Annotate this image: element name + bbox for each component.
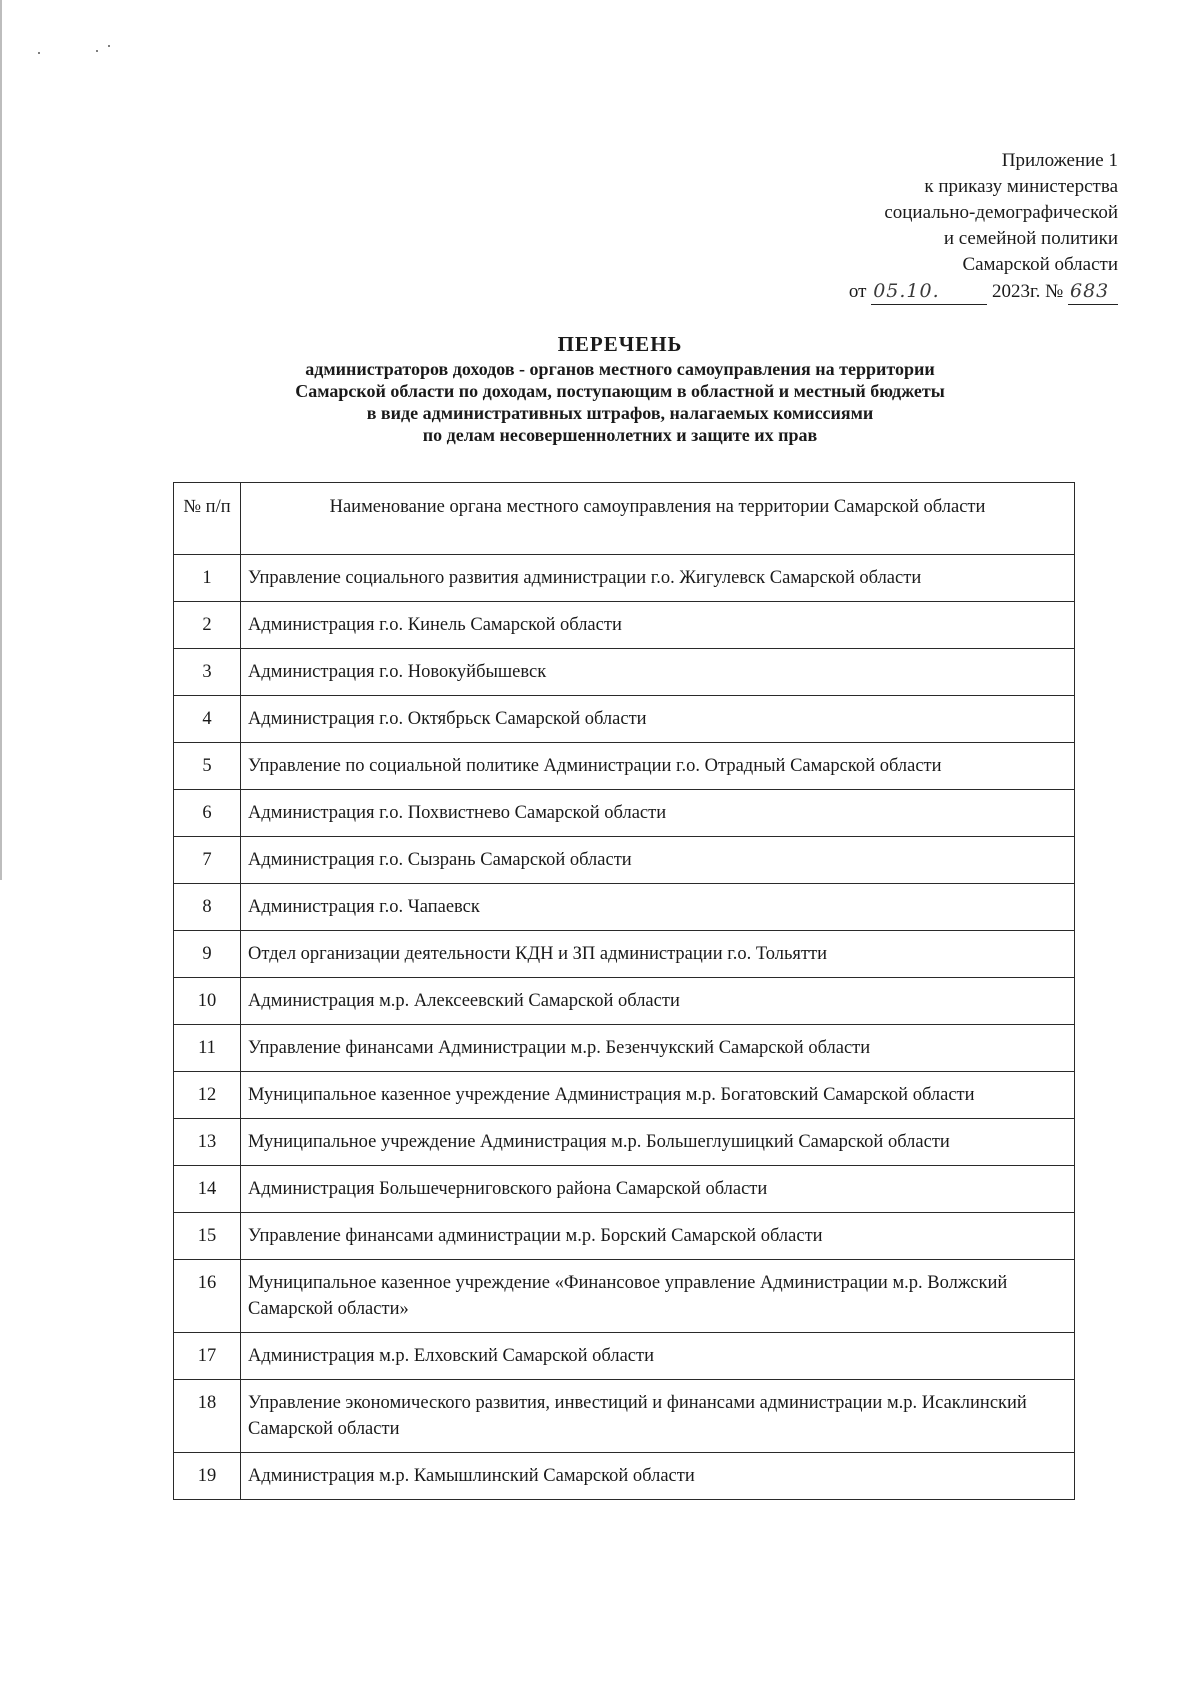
- table-row: [174, 743, 1075, 790]
- row-number: 2: [174, 602, 241, 649]
- scan-speck: [38, 52, 40, 54]
- title-main: ПЕРЕЧЕНЬ: [557, 332, 683, 356]
- table-row: [174, 837, 1075, 884]
- table-row: [174, 1333, 1075, 1380]
- document-title: [170, 330, 1070, 446]
- table-row: [174, 1166, 1075, 1213]
- row-name: Администрация г.о. Похвистнево Самарской области: [241, 790, 1075, 837]
- row-number: 12: [174, 1072, 241, 1119]
- row-name: Администрация г.о. Чапаевск: [241, 884, 1075, 931]
- table-row: [174, 1453, 1075, 1500]
- table-row: [174, 1380, 1075, 1453]
- row-number: 17: [174, 1333, 241, 1380]
- row-name: Администрация г.о. Октябрьск Самарской области: [241, 696, 1075, 743]
- table-row: [174, 1119, 1075, 1166]
- row-name: Администрация м.р. Елховский Самарской области: [241, 1333, 1075, 1380]
- table-row: [174, 931, 1075, 978]
- title-subtitle-line: администраторов доходов - органов местного самоуправления на территории: [305, 359, 935, 379]
- row-name: Управление социального развития администрации г.о. Жигулевск Самарской области: [241, 555, 1075, 602]
- row-number: 1: [174, 555, 241, 602]
- table-row: [174, 1025, 1075, 1072]
- appendix-line: Приложение 1: [1001, 150, 1118, 171]
- table-row: [174, 696, 1075, 743]
- table-row: [174, 555, 1075, 602]
- title-subtitle-line: по делам несовершеннолетних и защите их прав: [422, 425, 818, 445]
- row-number: 9: [174, 931, 241, 978]
- row-number: 5: [174, 743, 241, 790]
- row-name: Муниципальное казенное учреждение «Финансовое управление Администрации м.р. Волжский Самарской области»: [241, 1260, 1075, 1333]
- row-name: Отдел организации деятельности КДН и ЗП администрации г.о. Тольятти: [241, 931, 1075, 978]
- scan-speck: [108, 45, 110, 47]
- order-date-line: [698, 278, 1118, 305]
- row-name: Управление финансами Администрации м.р. Безенчукский Самарской области: [241, 1025, 1075, 1072]
- column-header-name: Наименование органа местного самоуправления на территории Самарской области: [241, 483, 1075, 555]
- table-row: [174, 1072, 1075, 1119]
- table-row: [174, 1260, 1075, 1333]
- row-number: 19: [174, 1453, 241, 1500]
- column-header-number: № п/п: [174, 483, 241, 555]
- table-row: [174, 602, 1075, 649]
- row-name: Администрация м.р. Камышлинский Самарской области: [241, 1453, 1075, 1500]
- appendix-line: к приказу министерства: [924, 176, 1118, 197]
- row-name: Управление экономического развития, инвестиций и финансами администрации м.р. Исаклинский Самарской области: [241, 1380, 1075, 1453]
- row-number: 11: [174, 1025, 241, 1072]
- table-row: [174, 1213, 1075, 1260]
- appendix-line: социально-демографической: [884, 202, 1118, 223]
- row-number: 13: [174, 1119, 241, 1166]
- row-number: 4: [174, 696, 241, 743]
- year-printed: 2023: [991, 281, 1030, 302]
- scan-edge-shadow: [0, 0, 2, 880]
- row-number: 3: [174, 649, 241, 696]
- table-row: [174, 978, 1075, 1025]
- appendix-line: Самарской области: [962, 254, 1118, 275]
- date-prefix: от: [848, 281, 867, 302]
- row-name: Администрация г.о. Кинель Самарской области: [241, 602, 1075, 649]
- row-number: 16: [174, 1260, 241, 1333]
- row-number: 8: [174, 884, 241, 931]
- table-row: [174, 790, 1075, 837]
- row-number: 15: [174, 1213, 241, 1260]
- appendix-line: и семейной политики: [943, 228, 1118, 249]
- row-name: Управление финансами администрации м.р. Борский Самарской области: [241, 1213, 1075, 1260]
- row-name: Управление по социальной политике Администрации г.о. Отрадный Самарской области: [241, 743, 1075, 790]
- row-name: Администрация г.о. Сызрань Самарской области: [241, 837, 1075, 884]
- row-name: Муниципальное казенное учреждение Администрация м.р. Богатовский Самарской области: [241, 1072, 1075, 1119]
- appendix-header: [698, 148, 1118, 305]
- administrators-table: [173, 482, 1075, 1500]
- row-name: Администрация м.р. Алексеевский Самарской области: [241, 978, 1075, 1025]
- handwritten-number: 683: [1068, 278, 1118, 305]
- title-subtitle-line: Самарской области по доходам, поступающим в областной и местный бюджеты: [295, 381, 945, 401]
- row-number: 18: [174, 1380, 241, 1453]
- table-row: [174, 649, 1075, 696]
- row-name: Администрация Большечерниговского района Самарской области: [241, 1166, 1075, 1213]
- row-name: Муниципальное учреждение Администрация м.р. Большеглушицкий Самарской области: [241, 1119, 1075, 1166]
- table-row: [174, 884, 1075, 931]
- handwritten-date: 05.10.: [871, 278, 987, 305]
- row-number: 14: [174, 1166, 241, 1213]
- number-label: г. №: [1029, 281, 1064, 302]
- row-name: Администрация г.о. Новокуйбышевск: [241, 649, 1075, 696]
- scan-speck: [96, 50, 98, 52]
- row-number: 7: [174, 837, 241, 884]
- row-number: 10: [174, 978, 241, 1025]
- table-header-row: [174, 483, 1075, 555]
- title-subtitle-line: в виде административных штрафов, налагаемых комиссиями: [366, 403, 874, 423]
- row-number: 6: [174, 790, 241, 837]
